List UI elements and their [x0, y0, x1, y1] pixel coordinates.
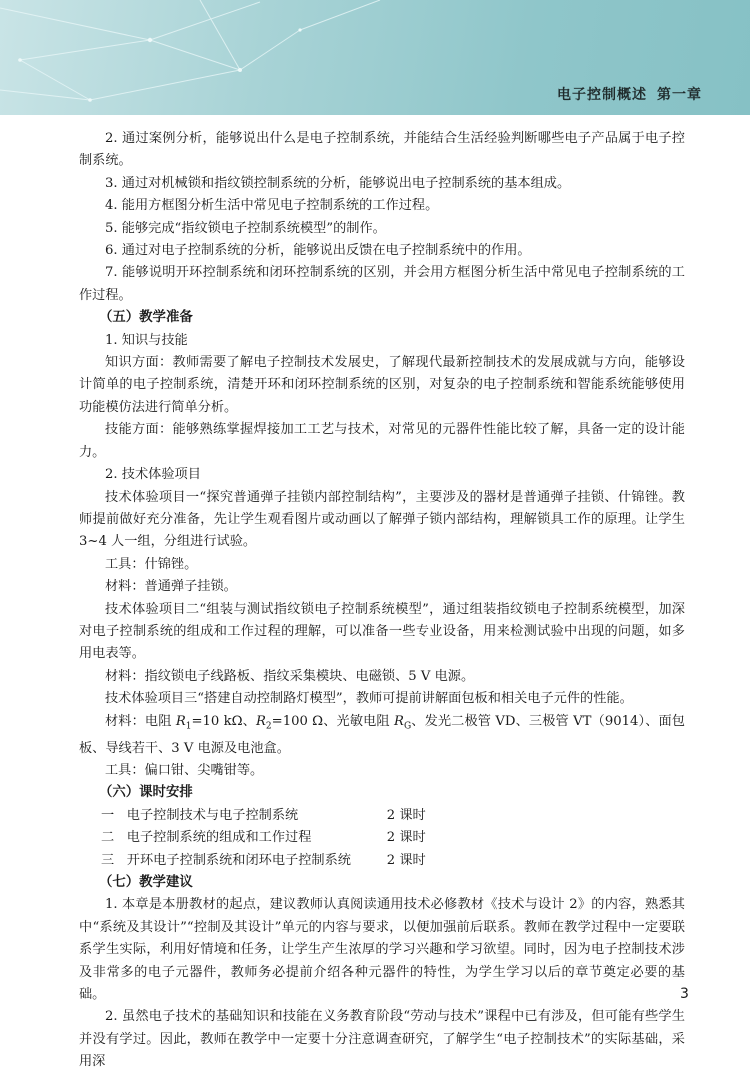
- paragraph: 技术体验项目二“组装与测试指纹锁电子控制系统模型”，通过组装指纹锁电子控制系统模型，加深对电子控制系统的组成和工作过程的理解，可以准备一些专业设备，用来检测试验中出现的问题，如多用电表等。: [79, 601, 685, 662]
- chapter-label: [557, 84, 702, 104]
- schedule-row: 二 电子控制系统的组成和工作过程 2 课时: [101, 830, 426, 846]
- paragraph: 材料：指纹锁电子线路板、指纹采集模块、电磁锁、5 V 电源。: [105, 668, 475, 684]
- section-heading: （六）课时安排: [99, 785, 193, 801]
- paragraph: 2. 虽然电子技术的基础知识和技能在义务教育阶段“劳动与技术”课程中已有涉及，但可能有些学生并没有学过。因此，教师在教学中一定要十分注意调查研究，了解学生“电子控制技术”的实际基础，采用深: [79, 1009, 685, 1070]
- paragraph: 知识方面：教师需要了解电子控制技术发展史，了解现代最新控制技术的发展成就与方向，能够设计简单的电子控制系统，清楚开环和闭环控制系统的区别，对复杂的电子控制系统和智能系统能够使用功能模仿法进行简单分析。: [79, 355, 685, 415]
- page-header: [0, 0, 750, 115]
- schedule-row: 一 电子控制技术与电子控制系统 2 课时: [101, 807, 426, 823]
- page-number: 3: [680, 986, 689, 1002]
- subsection-heading: 1. 知识与技能: [105, 332, 188, 348]
- paragraph: 工具：偏口钳、尖嘴钳等。: [105, 763, 264, 779]
- section-heading: （七）教学建议: [99, 875, 193, 891]
- page-body: [79, 128, 685, 1074]
- materials-paragraph: 材料：电阻 $R_1=10$ kΩ、$R_2=100$ Ω、光敏电阻 $R_G$、发光二极管 VD、三极管 VT（9014）、面包板、导线若干、3 V 电源及电池盒。: [79, 713, 685, 756]
- section-heading: （五）教学准备: [99, 310, 193, 326]
- objective-item: 7. 能够说明开环控制系统和闭环控制系统的区别，并会用方框图分析生活中常见电子控制系统的工作过程。: [79, 265, 685, 303]
- paragraph: 工具：什锦锉。: [105, 556, 198, 572]
- subsection-heading: 2. 技术体验项目: [105, 467, 201, 483]
- chapter-number: 第一章: [657, 87, 702, 103]
- paragraph: 技能方面：能够熟练掌握焊接加工工艺与技术，对常见的元器件性能比较了解，具备一定的设计能力。: [79, 422, 685, 460]
- paragraph: 技术体验项目一“探究普通弹子挂锁内部控制结构”，主要涉及的器材是普通弹子挂锁、什锦锉。教师提前做好充分准备，先让学生观看图片或动画以了解弹子锁内部结构，理解锁具工作的原理。让学生 3~4 人一组，分组进行试验。: [79, 489, 685, 550]
- paragraph: 技术体验项目三“搭建自动控制路灯模型”，教师可提前讲解面包板和相关电子元件的性能。: [105, 691, 633, 707]
- paragraph: 材料：普通弹子挂锁。: [105, 579, 237, 595]
- chapter-title: 电子控制概述: [557, 87, 647, 103]
- objective-item: 3. 通过对机械锁和指纹锁控制系统的分析，能够说出电子控制系统的基本组成。: [105, 175, 571, 191]
- objective-item: 4. 能用方框图分析生活中常见电子控制系统的工作过程。: [105, 198, 439, 214]
- paragraph: 1. 本章是本册教材的起点，建议教师认真阅读通用技术必修教材《技术与设计 2》的内容，熟悉其中“系统及其设计”“控制及其设计”单元的内容与要求，以便加强前后联系。教师在教学过程中一定要联系学生实际，利用好情境和任务，让学生产生浓厚的学习兴趣和学习欲望。同时，因为电子控制技术涉及非常多的电子元器件，教师务必提前介绍各种元器件的特性，为学生学习以后的章节奠定必要的基础。: [79, 897, 685, 1003]
- objective-item: 5. 能够完成“指纹锁电子控制系统模型”的制作。: [105, 220, 386, 236]
- objective-item: 2. 通过案例分析，能够说出什么是电子控制系统，并能结合生活经验判断哪些电子产品属于电子控制系统。: [79, 131, 685, 169]
- schedule-row: 三 开环电子控制系统和闭环电子控制系统 2 课时: [101, 852, 426, 868]
- objective-item: 6. 通过对电子控制系统的分析，能够说出反馈在电子控制系统中的作用。: [105, 243, 531, 259]
